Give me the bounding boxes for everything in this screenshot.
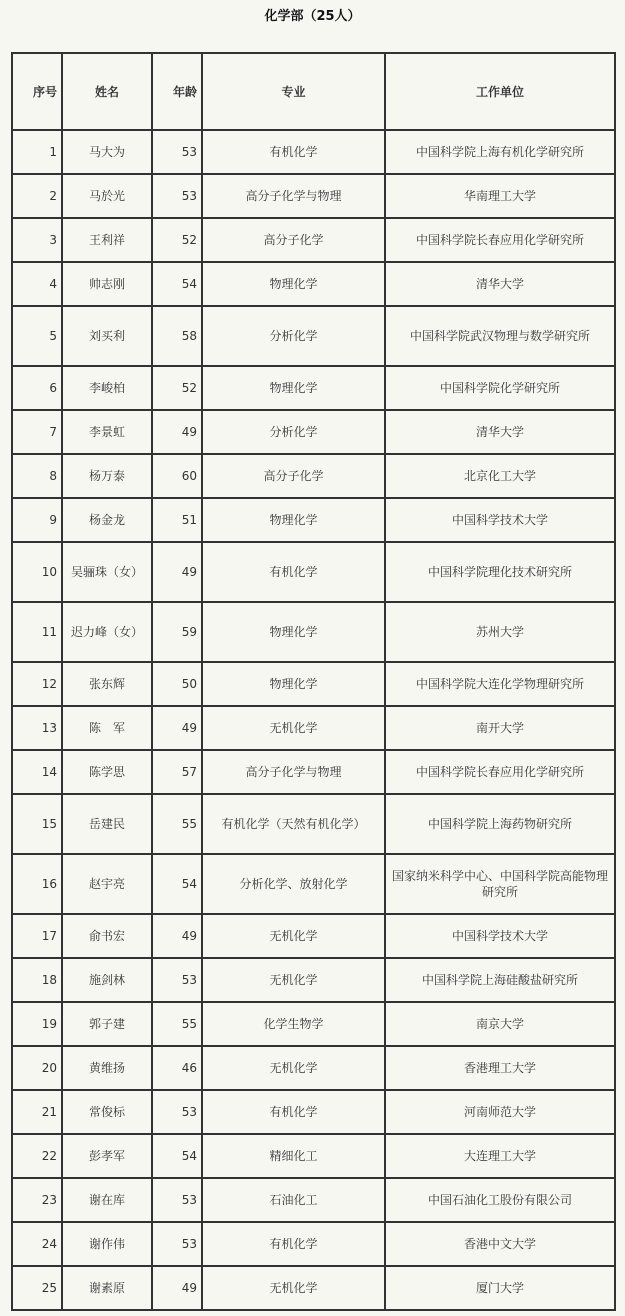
cell-no: 9 bbox=[12, 498, 62, 542]
cell-unit: 南京大学 bbox=[385, 1002, 615, 1046]
cell-unit: 中国科学技术大学 bbox=[385, 914, 615, 958]
cell-no: 25 bbox=[12, 1266, 62, 1310]
cell-major: 物理化学 bbox=[202, 262, 385, 306]
cell-name: 马大为 bbox=[62, 130, 152, 174]
cell-name: 郭子建 bbox=[62, 1002, 152, 1046]
table-row bbox=[12, 174, 615, 218]
cell-no: 10 bbox=[12, 542, 62, 602]
cell-unit: 中国科学院长春应用化学研究所 bbox=[385, 218, 615, 262]
cell-name: 黄维扬 bbox=[62, 1046, 152, 1090]
cell-no: 16 bbox=[12, 854, 62, 914]
table-row bbox=[12, 1134, 615, 1178]
cell-unit: 香港理工大学 bbox=[385, 1046, 615, 1090]
cell-age: 49 bbox=[152, 542, 202, 602]
cell-age: 58 bbox=[152, 306, 202, 366]
cell-major: 分析化学 bbox=[202, 410, 385, 454]
cell-name: 彭孝军 bbox=[62, 1134, 152, 1178]
cell-major: 有机化学 bbox=[202, 1090, 385, 1134]
cell-name: 谢素原 bbox=[62, 1266, 152, 1310]
cell-name: 李景虹 bbox=[62, 410, 152, 454]
cell-age: 49 bbox=[152, 1266, 202, 1310]
cell-unit: 河南师范大学 bbox=[385, 1090, 615, 1134]
cell-name: 帅志刚 bbox=[62, 262, 152, 306]
cell-unit: 国家纳米科学中心、中国科学院高能物理研究所 bbox=[385, 854, 615, 914]
cell-no: 24 bbox=[12, 1222, 62, 1266]
cell-name: 杨金龙 bbox=[62, 498, 152, 542]
cell-name: 杨万泰 bbox=[62, 454, 152, 498]
cell-no: 21 bbox=[12, 1090, 62, 1134]
cell-name: 谢在库 bbox=[62, 1178, 152, 1222]
cell-age: 55 bbox=[152, 794, 202, 854]
cell-age: 60 bbox=[152, 454, 202, 498]
cell-age: 55 bbox=[152, 1002, 202, 1046]
cell-name: 李峻柏 bbox=[62, 366, 152, 410]
cell-name: 陈 军 bbox=[62, 706, 152, 750]
table-row bbox=[12, 262, 615, 306]
cell-no: 12 bbox=[12, 662, 62, 706]
cell-no: 13 bbox=[12, 706, 62, 750]
table-header-row bbox=[12, 53, 615, 130]
cell-age: 53 bbox=[152, 130, 202, 174]
cell-no: 19 bbox=[12, 1002, 62, 1046]
cell-no: 4 bbox=[12, 262, 62, 306]
table-row bbox=[12, 914, 615, 958]
cell-unit: 香港中文大学 bbox=[385, 1222, 615, 1266]
cell-unit: 清华大学 bbox=[385, 262, 615, 306]
cell-major: 石油化工 bbox=[202, 1178, 385, 1222]
members-table bbox=[11, 52, 616, 1311]
cell-unit: 中国科学技术大学 bbox=[385, 498, 615, 542]
table-row bbox=[12, 1090, 615, 1134]
table-row bbox=[12, 854, 615, 914]
table-row bbox=[12, 542, 615, 602]
cell-age: 51 bbox=[152, 498, 202, 542]
cell-name: 常俊标 bbox=[62, 1090, 152, 1134]
cell-no: 15 bbox=[12, 794, 62, 854]
cell-age: 59 bbox=[152, 602, 202, 662]
cell-unit: 华南理工大学 bbox=[385, 174, 615, 218]
cell-no: 20 bbox=[12, 1046, 62, 1090]
table-row bbox=[12, 1046, 615, 1090]
cell-major: 物理化学 bbox=[202, 602, 385, 662]
table-row bbox=[12, 958, 615, 1002]
cell-unit: 大连理工大学 bbox=[385, 1134, 615, 1178]
table-row bbox=[12, 306, 615, 366]
cell-major: 分析化学 bbox=[202, 306, 385, 366]
table-row bbox=[12, 1222, 615, 1266]
cell-unit: 中国科学院大连化学物理研究所 bbox=[385, 662, 615, 706]
header-major: 专业 bbox=[202, 53, 385, 130]
cell-no: 23 bbox=[12, 1178, 62, 1222]
cell-major: 物理化学 bbox=[202, 662, 385, 706]
table-row bbox=[12, 1002, 615, 1046]
cell-age: 54 bbox=[152, 262, 202, 306]
cell-major: 无机化学 bbox=[202, 958, 385, 1002]
cell-name: 赵宇亮 bbox=[62, 854, 152, 914]
cell-unit: 厦门大学 bbox=[385, 1266, 615, 1310]
cell-name: 刘买利 bbox=[62, 306, 152, 366]
cell-unit: 清华大学 bbox=[385, 410, 615, 454]
page-title: 化学部（25人） bbox=[264, 9, 361, 24]
cell-age: 49 bbox=[152, 706, 202, 750]
cell-name: 俞书宏 bbox=[62, 914, 152, 958]
cell-age: 53 bbox=[152, 958, 202, 1002]
cell-age: 53 bbox=[152, 1222, 202, 1266]
cell-unit: 中国石油化工股份有限公司 bbox=[385, 1178, 615, 1222]
cell-major: 高分子化学 bbox=[202, 218, 385, 262]
cell-no: 8 bbox=[12, 454, 62, 498]
table-row bbox=[12, 602, 615, 662]
cell-age: 46 bbox=[152, 1046, 202, 1090]
cell-name: 岳建民 bbox=[62, 794, 152, 854]
cell-no: 5 bbox=[12, 306, 62, 366]
cell-age: 50 bbox=[152, 662, 202, 706]
cell-name: 陈学思 bbox=[62, 750, 152, 794]
cell-no: 6 bbox=[12, 366, 62, 410]
cell-no: 22 bbox=[12, 1134, 62, 1178]
table-row bbox=[12, 454, 615, 498]
cell-unit: 中国科学院上海药物研究所 bbox=[385, 794, 615, 854]
cell-no: 1 bbox=[12, 130, 62, 174]
table-row bbox=[12, 130, 615, 174]
cell-name: 施剑林 bbox=[62, 958, 152, 1002]
cell-unit: 中国科学院武汉物理与数学研究所 bbox=[385, 306, 615, 366]
cell-major: 无机化学 bbox=[202, 706, 385, 750]
cell-unit: 中国科学院理化技术研究所 bbox=[385, 542, 615, 602]
cell-major: 物理化学 bbox=[202, 366, 385, 410]
table-row bbox=[12, 410, 615, 454]
cell-age: 52 bbox=[152, 218, 202, 262]
cell-unit: 北京化工大学 bbox=[385, 454, 615, 498]
cell-major: 物理化学 bbox=[202, 498, 385, 542]
cell-major: 无机化学 bbox=[202, 1046, 385, 1090]
table-row bbox=[12, 1178, 615, 1222]
table-row bbox=[12, 662, 615, 706]
cell-name: 迟力峰（女） bbox=[62, 602, 152, 662]
header-no: 序号 bbox=[12, 53, 62, 130]
cell-no: 14 bbox=[12, 750, 62, 794]
cell-major: 高分子化学与物理 bbox=[202, 174, 385, 218]
table-row bbox=[12, 366, 615, 410]
cell-no: 11 bbox=[12, 602, 62, 662]
cell-name: 张东辉 bbox=[62, 662, 152, 706]
cell-name: 王利祥 bbox=[62, 218, 152, 262]
cell-major: 分析化学、放射化学 bbox=[202, 854, 385, 914]
cell-unit: 南开大学 bbox=[385, 706, 615, 750]
cell-age: 49 bbox=[152, 914, 202, 958]
table-row bbox=[12, 706, 615, 750]
cell-unit: 中国科学院长春应用化学研究所 bbox=[385, 750, 615, 794]
cell-unit: 中国科学院上海有机化学研究所 bbox=[385, 130, 615, 174]
cell-major: 化学生物学 bbox=[202, 1002, 385, 1046]
cell-major: 无机化学 bbox=[202, 1266, 385, 1310]
cell-no: 18 bbox=[12, 958, 62, 1002]
cell-unit: 中国科学院上海硅酸盐研究所 bbox=[385, 958, 615, 1002]
cell-no: 7 bbox=[12, 410, 62, 454]
table-row bbox=[12, 794, 615, 854]
header-age: 年龄 bbox=[152, 53, 202, 130]
header-unit: 工作单位 bbox=[385, 53, 615, 130]
cell-no: 17 bbox=[12, 914, 62, 958]
table-row bbox=[12, 750, 615, 794]
cell-unit: 中国科学院化学研究所 bbox=[385, 366, 615, 410]
cell-major: 有机化学 bbox=[202, 1222, 385, 1266]
cell-age: 54 bbox=[152, 854, 202, 914]
cell-no: 2 bbox=[12, 174, 62, 218]
cell-age: 52 bbox=[152, 366, 202, 410]
cell-name: 吴骊珠（女） bbox=[62, 542, 152, 602]
cell-unit: 苏州大学 bbox=[385, 602, 615, 662]
cell-major: 有机化学 bbox=[202, 130, 385, 174]
cell-major: 有机化学（天然有机化学） bbox=[202, 794, 385, 854]
cell-major: 有机化学 bbox=[202, 542, 385, 602]
cell-age: 53 bbox=[152, 1178, 202, 1222]
cell-name: 马於光 bbox=[62, 174, 152, 218]
cell-age: 53 bbox=[152, 1090, 202, 1134]
header-name: 姓名 bbox=[62, 53, 152, 130]
cell-age: 49 bbox=[152, 410, 202, 454]
table-row bbox=[12, 218, 615, 262]
table-row bbox=[12, 1266, 615, 1310]
cell-age: 57 bbox=[152, 750, 202, 794]
cell-major: 无机化学 bbox=[202, 914, 385, 958]
cell-major: 高分子化学 bbox=[202, 454, 385, 498]
cell-no: 3 bbox=[12, 218, 62, 262]
cell-age: 53 bbox=[152, 174, 202, 218]
table-row bbox=[12, 498, 615, 542]
cell-age: 54 bbox=[152, 1134, 202, 1178]
cell-major: 精细化工 bbox=[202, 1134, 385, 1178]
cell-name: 谢作伟 bbox=[62, 1222, 152, 1266]
cell-major: 高分子化学与物理 bbox=[202, 750, 385, 794]
